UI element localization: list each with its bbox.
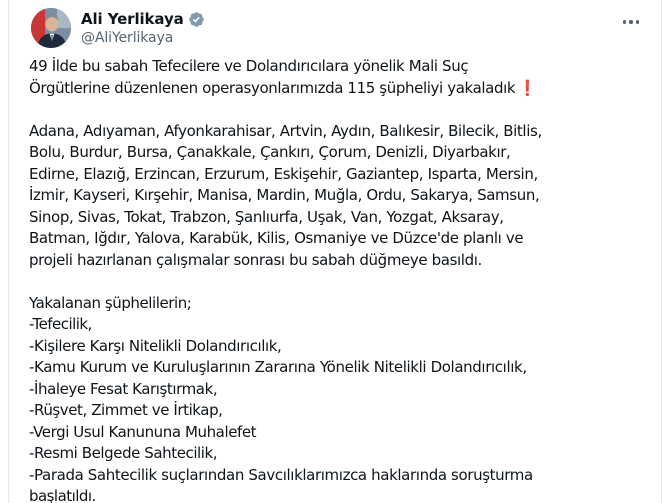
more-dot: [623, 20, 627, 24]
verified-badge-icon: [188, 11, 205, 28]
tweet-line: Batman, Iğdır, Yalova, Karabük, Kilis, Osmaniye ve Düzce'de planlı ve: [29, 229, 524, 247]
more-options-icon[interactable]: [619, 10, 643, 34]
tweet-charges: [29, 293, 659, 503]
tweet-header: [31, 8, 643, 48]
tweet-line: -Tefecilik,: [29, 315, 92, 333]
exclamation-icon: ❗: [518, 78, 537, 97]
tweet-text: [29, 56, 659, 503]
tweet-intro: [29, 56, 659, 99]
tweet-line: -Kişilere Karşı Nitelikli Dolandırıcılık,: [29, 336, 282, 355]
author-display-name[interactable]: Ali Yerlikaya: [81, 10, 184, 28]
author-identity: [81, 9, 205, 46]
tweet-line: Adana, Adıyaman, Afyonkarahisar, Artvin, Aydın, Balıkesir, Bilecik, Bitlis,: [29, 121, 542, 140]
tweet-line-text: Örgütlerine düzenlenen operasyonlarımızda 115 şüpheliyi yakaladık: [29, 78, 516, 97]
avatar[interactable]: [31, 8, 71, 48]
tweet-line: -Parada Sahtecilik suçlarından Savcılıklarımızca haklarında soruşturma: [29, 465, 533, 484]
tweet-line: -Resmi Belgede Sahtecilik,: [29, 444, 218, 462]
tweet-line: -Rüşvet, Zimmet ve İrtikap,: [29, 401, 223, 419]
tweet-line: -Kamu Kurum ve Kuruluşlarının Zararına Yönelik Nitelikli Dolandırıcılık,: [29, 358, 527, 376]
more-dot: [636, 20, 640, 24]
tweet-line: Bolu, Burdur, Bursa, Çanakkale, Çankırı, Çorum, Denizli, Diyarbakır,: [29, 143, 511, 161]
tweet-cities: [29, 121, 659, 272]
avatar-image: [31, 8, 71, 48]
tweet-line: -Vergi Usul Kanununa Muhalefet: [29, 422, 257, 441]
tweet-line: Sinop, Sivas, Tokat, Trabzon, Şanlıurfa, Uşak, Van, Yozgat, Aksaray,: [29, 207, 504, 226]
tweet-line: Yakalanan şüphelilerin;: [29, 293, 192, 312]
tweet-line: 49 İlde bu sabah Tefecilere ve Dolandırıcılara yönelik Mali Suç: [29, 57, 469, 75]
name-row: [81, 9, 205, 29]
tweet-card: [8, 0, 662, 503]
tweet-line: Edirne, Elazığ, Erzincan, Erzurum, Eskişehir, Gaziantep, Isparta, Mersin,: [29, 164, 538, 183]
tweet-line: projeli hazırlanan çalışmalar sonrası bu sabah düğmeye basıldı.: [29, 250, 482, 269]
tweet-line: başlatıldı.: [29, 487, 96, 503]
tweet-line: İzmir, Kayseri, Kırşehir, Manisa, Mardin, Muğla, Ordu, Sakarya, Samsun,: [29, 186, 540, 204]
more-dot: [629, 20, 633, 24]
author-handle[interactable]: @AliYerlikaya: [81, 30, 174, 46]
tweet-line: -İhaleye Fesat Karıştırmak,: [29, 379, 218, 398]
tweet-line: [29, 78, 659, 100]
